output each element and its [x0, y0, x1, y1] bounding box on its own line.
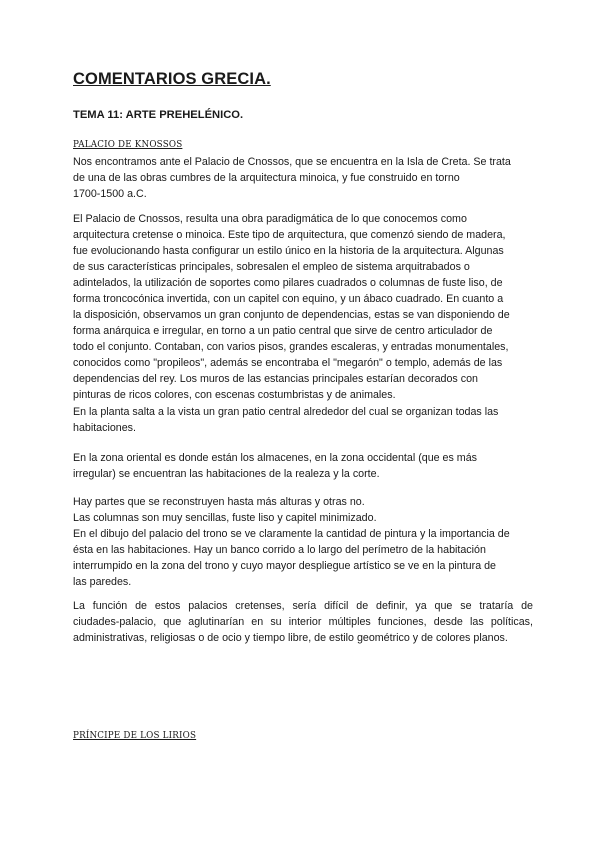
text-line: ésta en las habitaciones. Hay un banco corrido a lo largo del perímetro de la habitación: [73, 544, 486, 556]
text-line: Las columnas son muy sencillas, fuste liso y capitel minimizado.: [73, 512, 377, 524]
text-line: todo el conjunto. Contaban, con varios pisos, grandes escaleras, y entradas monumentales,: [73, 341, 509, 353]
paragraph-intro: [73, 154, 533, 202]
text-line: las paredes.: [73, 576, 132, 588]
text-line: pinturas de ricos colores, con escenas costumbristas y de animales.: [73, 389, 396, 401]
text-line: la disposición, observamos un gran conjunto de dependencias, estas se van disponiendo de: [73, 309, 510, 321]
section-heading-principe: PRÍNCIPE DE LOS LIRIOS: [73, 730, 197, 741]
text-line: En el dibujo del palacio del trono se ve claramente la cantidad de pintura y la importancia de: [73, 528, 510, 540]
text-line: En la zona oriental es donde están los almacenes, en la zona occidental (que es más: [73, 452, 478, 464]
text-line: arquitectura cretense o minoica. Este tipo de arquitectura, que comenzó siendo de madera,: [73, 229, 506, 241]
text-line: ciudades-palacio, que aglutinarían en su interior múltiples funciones, desde las políticas,: [73, 616, 533, 628]
text-line: de sus características principales, sobresalen el empleo de sistema arquitrabados o: [73, 261, 470, 273]
text-line: La función de estos palacios cretenses, sería difícil de definir, ya que se trataría de: [73, 600, 533, 612]
text-line: dependencias del rey. Los muros de las estancias principales estarían decorados con: [73, 373, 478, 385]
paragraph-description: [73, 211, 533, 403]
section-heading-palacio: PALACIO DE KNOSSOS: [73, 139, 183, 150]
text-line: El Palacio de Cnossos, resulta una obra paradigmática de lo que conocemos como: [73, 213, 467, 225]
text-line: habitaciones.: [73, 422, 136, 434]
text-line: forma troncocónica invertida, con un capitel con equino, y un ábaco cuadrado. En cuanto a: [73, 293, 504, 305]
text-line: Hay partes que se reconstruyen hasta más alturas y otras no.: [73, 496, 365, 508]
paragraph-planta: [73, 404, 533, 436]
text-line: conocidos como "propileos", además se encontraba el "megarón" o templo, además de las: [73, 357, 503, 369]
text-line: interrumpido en la zona del trono y cuyo mayor despliegue artístico se ve en la pintura de: [73, 560, 496, 572]
text-line: forma anárquica e irregular, en torno a un patio central que sirve de centro articulador de: [73, 325, 493, 337]
text-line: adintelados, la utilización de soportes como pilares cuadrados o columnas de fuste liso, de: [73, 277, 503, 289]
text-line: fue evolucionando hasta configurar un estilo único en la historia de la arquitectura. Algunas: [73, 245, 504, 257]
paragraph-funcion: [73, 598, 533, 646]
text-line: de una de las obras cumbres de la arquitectura minoica, y fue construido en torno: [73, 172, 460, 184]
text-line: 1700-1500 a.C.: [73, 188, 147, 200]
paragraph-zonas: [73, 450, 533, 482]
text-line: administrativas, religiosas o de ocio y tiempo libre, de estilo geométrico y de colores planos.: [73, 632, 508, 644]
text-line: irregular) se encuentran las habitaciones de la realeza y la corte.: [73, 468, 380, 480]
paragraph-trono: [73, 494, 533, 590]
topic-title: TEMA 11: ARTE PREHELÉNICO.: [73, 109, 244, 121]
document-title: COMENTARIOS GRECIA.: [73, 70, 271, 88]
text-line: Nos encontramos ante el Palacio de Cnossos, que se encuentra en la Isla de Creta. Se trata: [73, 156, 511, 168]
text-line: En la planta salta a la vista un gran patio central alrededor del cual se organizan todas las: [73, 406, 499, 418]
